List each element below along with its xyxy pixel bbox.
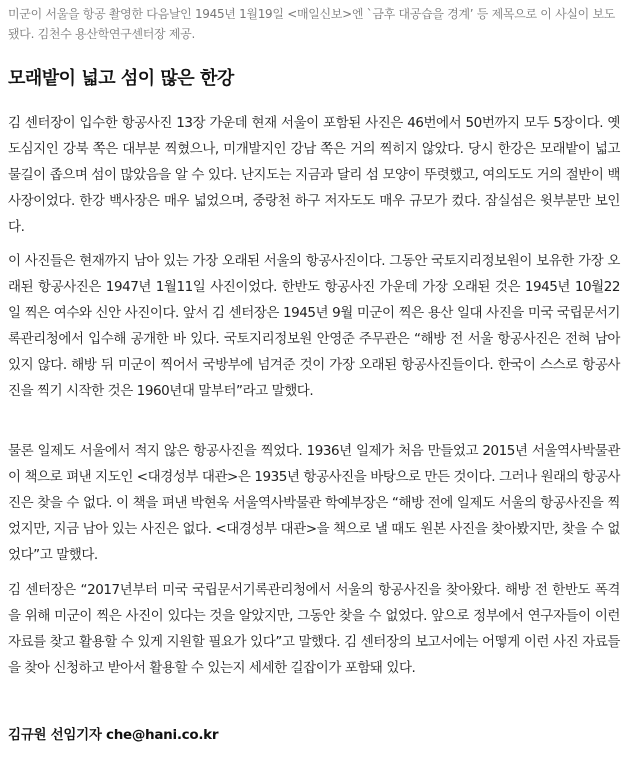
article-paragraph: 김 센터장은 “2017년부터 미국 국립문서기록관리청에서 서울의 항공사진을 찾아왔다. 해방 전 한반도 폭격을 위해 미군이 찍은 사진이 있다는 것을 알았지만, 그동안 찾을 수 없었다. 앞으로 정부에서 연구자들이 이런 자료를 찾고 활용할 수 있게 지원할 필요가 있다”고 말했다. 김 센터장의 보고서에는 어떻게 이런 사진 자료들을 찾아 신청하고 받아서 활용할 수 있는지 세세한 길잡이가 포함돼 있다. bbox=[8, 582, 620, 676]
article-paragraph: 이 사진들은 현재까지 남아 있는 가장 오래된 서울의 항공사진이다. 그동안 국토지리정보원이 보유한 가장 오래된 항공사진은 1947년 1월11일 사진이었다. 한반도 항공사진 가운데 가장 오래된 것은 1945년 10월22일 찍은 여수와 신안 사진이다. 앞서 김 센터장은 1945년 9월 미군이 찍은 용산 일대 사진을 미국 국립문서기록관리청에서 입수해 공개한 바 있다. 국토지리정보원 안영준 주무관은 “해방 전 서울 항공사진은 전혀 남아 있지 않다. 해방 뒤 미군이 찍어서 국방부에 넘겨준 것이 가장 오래된 항공사진들이다. 한국이 스스로 항공사진을 찍기 시작한 것은 1960년대 말부터”라고 말했다. bbox=[8, 253, 620, 399]
article-paragraph: 김 센터장이 입수한 항공사진 13장 가운데 현재 서울이 포함된 사진은 46번에서 50번까지 모두 5장이다. 옛 도심지인 강북 쪽은 대부분 찍혔으나, 미개발지인 강남 쪽은 거의 찍히지 않았다. 당시 한강은 모래밭이 넓고 물길이 좁으며 섬이 많았음을 알 수 있다. 난지도는 지금과 달리 섬 모양이 뚜렷했고, 여의도도 거의 절반이 백사장이었다. 한강 백사장은 매우 넓었으며, 중랑천 하구 저자도도 매우 규모가 컸다. 잠실섬은 윗부분만 보인다. bbox=[8, 115, 621, 235]
author-byline: 김규원 선임기자 che@hani.co.kr bbox=[8, 727, 219, 743]
section-subheading: 모래밭이 넓고 섬이 많은 한강 bbox=[8, 68, 234, 89]
photo-caption: 미군이 서울을 항공 촬영한 다음날인 1945년 1월19일 <매일신보>엔 `금후 대공습을 경계’ 등 제목으로 이 사실이 보도됐다. 김천수 용산학연구센터장 제공. bbox=[8, 7, 616, 41]
article-paragraph: 물론 일제도 서울에서 적지 않은 항공사진을 찍었다. 1936년 일제가 처음 만들었고 2015년 서울역사박물관이 책으로 펴낸 지도인 <대경성부 대관>은 1935년 항공사진을 바탕으로 만든 것이다. 그러나 원래의 항공사진은 찾을 수 없다. 이 책을 펴낸 박현욱 서울역사박물관 학예부장은 “해방 전에 일제도 서울의 항공사진을 찍었지만, 지금 남아 있는 사진은 없다. <대경성부 대관>을 책으로 낼 때도 원본 사진을 찾아봤지만, 찾을 수 없었다”고 말했다. bbox=[8, 443, 620, 563]
